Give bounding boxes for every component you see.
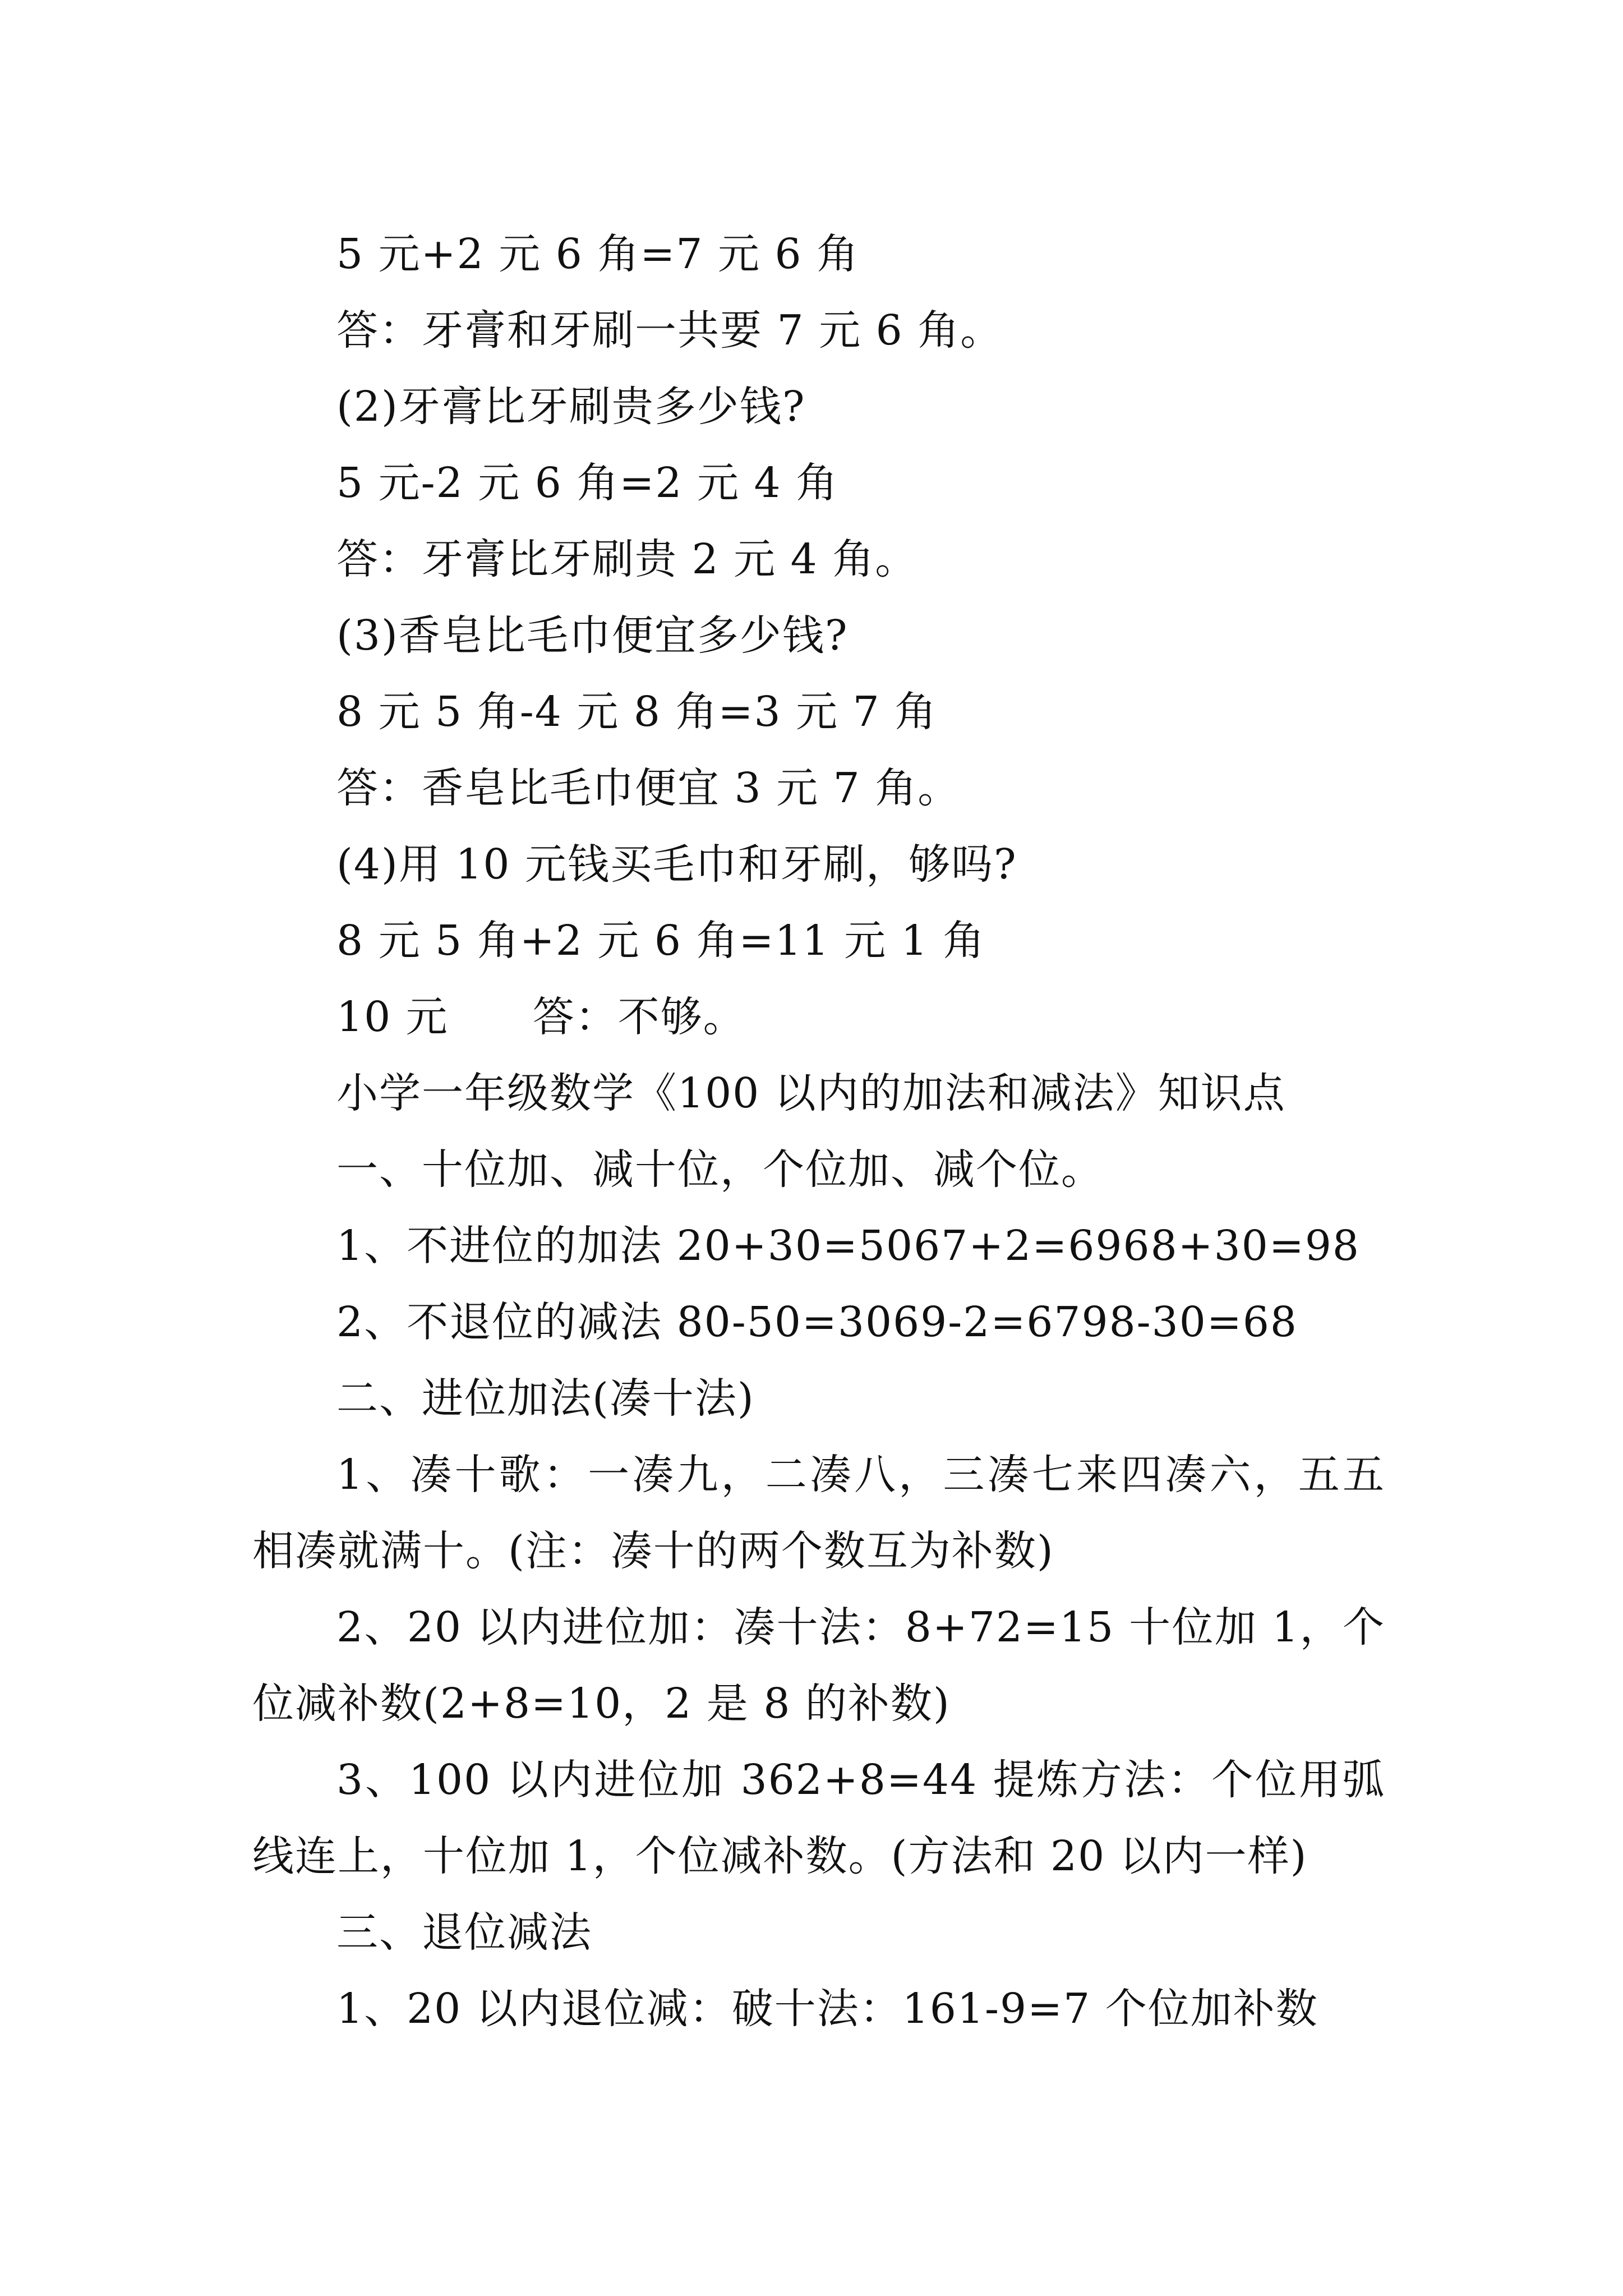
paragraph: 1、凑十歌：一凑九，二凑八，三凑七来四凑六，五五相凑就满十。(注：凑十的两个数互为补数) (252, 1451, 1385, 1575)
text-line: 1、20 以内退位减：破十法：161-9=7 个位加补数 (336, 1985, 1318, 2033)
text-line: 答：牙膏和牙刷一共要 7 元 6 角。 (336, 306, 1003, 355)
section-title: 小学一年级数学《100 以内的加法和减法》知识点 (336, 1069, 1286, 1117)
document-body (252, 216, 1385, 2047)
text-line: 1、不进位的加法 20+30=5067+2=6968+30=98 (336, 1222, 1361, 1270)
answer-text: 答：不够。 (532, 993, 746, 1041)
paragraph: 2、20 以内进位加：凑十法：8+72=15 十位加 1，个位减补数(2+8=10，2 是 8 的补数) (252, 1603, 1385, 1728)
text-line: 2、不退位的减法 80-50=3069-2=6798-30=68 (336, 1298, 1298, 1346)
paragraph: 3、100 以内进位加 362+8=44 提炼方法：个位用弧线连上，十位加 1，个位减补数。(方法和 20 以内一样) (252, 1756, 1385, 1880)
text-line: (3)香皂比毛巾便宜多少钱? (336, 611, 849, 660)
text-line: (4)用 10 元钱买毛巾和牙刷，够吗? (336, 840, 1017, 889)
text-line: (2)牙膏比牙刷贵多少钱? (336, 383, 806, 431)
text-line: 5 元+2 元 6 角=7 元 6 角 (336, 230, 860, 278)
text-line (252, 979, 1385, 1055)
amount-text: 10 元 (336, 993, 449, 1041)
text-line: 8 元 5 角+2 元 6 角=11 元 1 角 (336, 917, 986, 965)
text-line: 8 元 5 角-4 元 8 角=3 元 7 角 (336, 688, 938, 736)
heading-1: 一、十位加、减十位，个位加、减个位。 (336, 1145, 1104, 1194)
text-line: 5 元-2 元 6 角=2 元 4 角 (336, 459, 839, 507)
text-line: 答：香皂比毛巾便宜 3 元 7 角。 (336, 764, 961, 812)
heading-2: 二、进位加法(凑十法) (336, 1374, 755, 1423)
heading-3: 三、退位减法 (336, 1908, 592, 1957)
text-line: 答：牙膏比牙刷贵 2 元 4 角。 (336, 535, 918, 583)
